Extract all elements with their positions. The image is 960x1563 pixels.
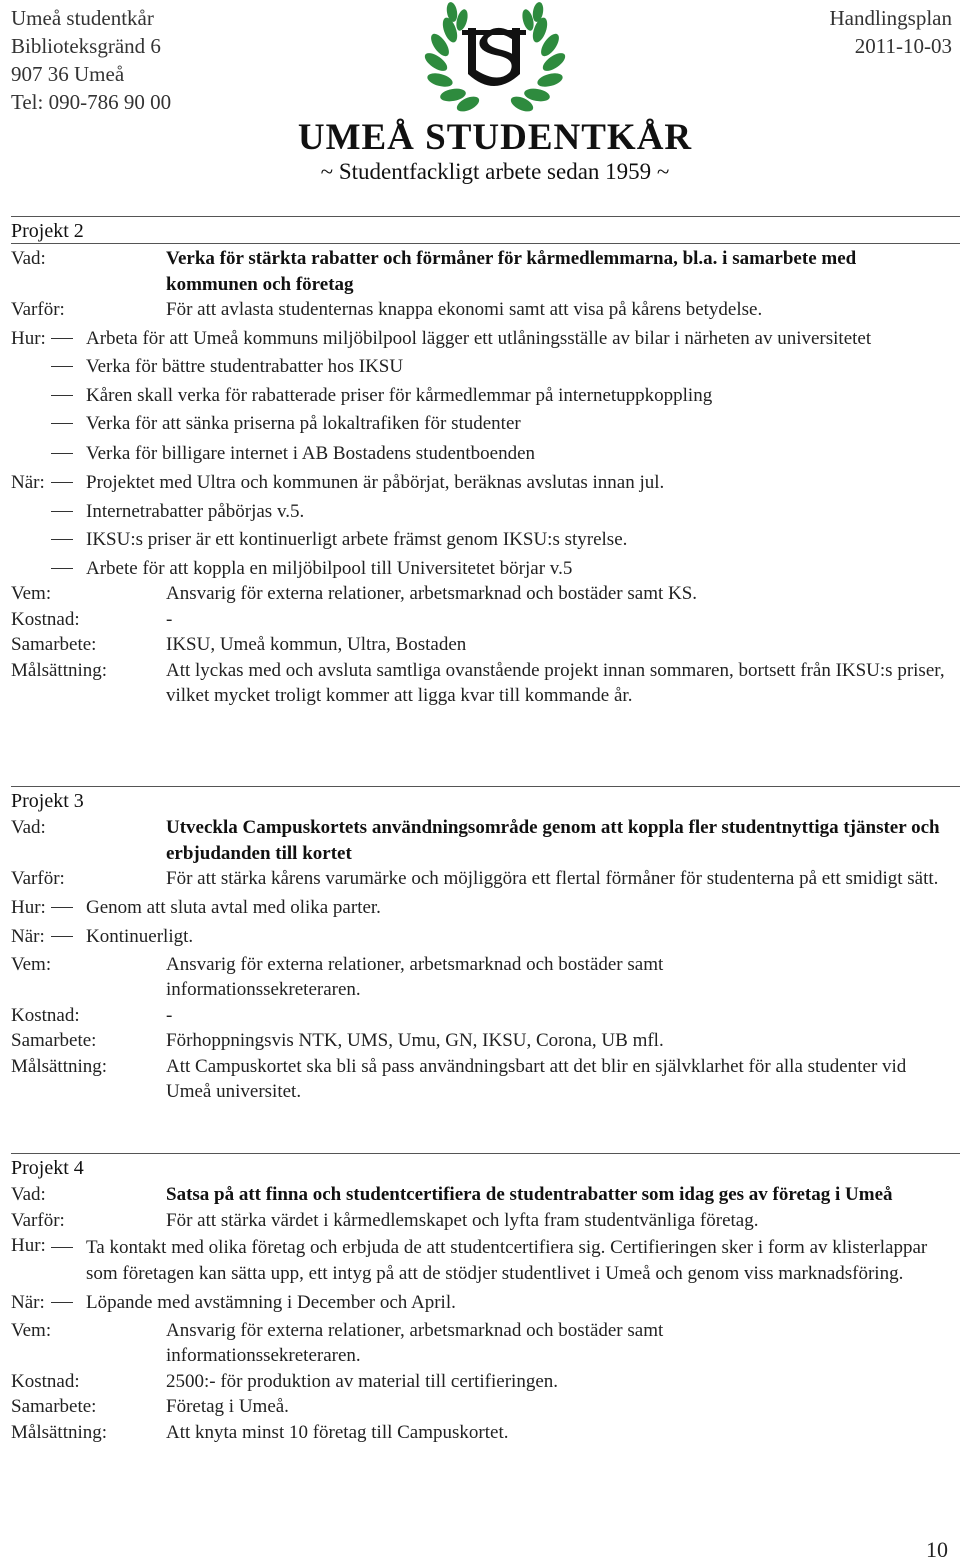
samarbete-value: Förhoppningsvis NTK, UMS, Umu, GN, IKSU, Corona, UB mfl. (166, 1030, 664, 1051)
kostnad-value: - (166, 1004, 173, 1026)
varfor-label: Varför: (11, 1209, 65, 1231)
hur-label: Hur: (11, 1235, 46, 1256)
list-item: Arbete för att koppla en miljöbilpool till Universitetet börjar v.5 (11, 556, 960, 582)
vem-label: Vem: (11, 1319, 52, 1341)
vem-value: Ansvarig för externa relationer, arbetsmarknad och bostäder samt informationssekreteraren. (166, 1319, 664, 1366)
samarbete-value: IKSU, Umeå kommun, Ultra, Bostaden (166, 634, 467, 655)
nar-label: När: (11, 926, 45, 947)
vad-row (11, 1182, 960, 1208)
malsattning-label: Målsättning: (11, 1055, 108, 1077)
samarbete-value: Företag i Umeå. (166, 1396, 289, 1417)
vem-row (11, 1318, 960, 1369)
hur-row (11, 326, 960, 467)
section-divider (11, 1153, 960, 1154)
kostnad-value: 2500:- för produktion av material till certifieringen. (166, 1370, 559, 1392)
vad-row (11, 246, 960, 297)
vad-value: Satsa på att finna och studentcertifiera de studentrabatter som idag ges av företag i Umeå (166, 1184, 893, 1205)
section-title: Projekt 2 (11, 220, 84, 242)
varfor-label: Varför: (11, 299, 65, 320)
hur-label: Hur: (11, 896, 46, 918)
street-address: Biblioteksgränd 6 (11, 34, 161, 58)
list-item: Projektet med Ultra och kommunen är påbörjat, beräknas avslutas innan jul. (11, 470, 960, 496)
list-item: Verka för billigare internet i AB Bostadens studentboenden (11, 441, 960, 467)
samarbete-row (11, 1028, 960, 1054)
kostnad-row (11, 607, 960, 633)
vem-row (11, 952, 960, 1003)
varfor-value: För att stärka kårens varumärke och möjliggöra ett flertal förmåner för studenterna på ett smidigt sätt. (166, 868, 939, 889)
nar-row (11, 1290, 960, 1316)
vem-row (11, 581, 960, 607)
sender-address (11, 4, 171, 116)
vem-value: Ansvarig för externa relationer, arbetsmarknad och bostäder samt KS. (166, 583, 698, 604)
umea-studentkar-logo (290, 0, 700, 195)
document-type: Handlingsplan (829, 6, 952, 30)
list-item: Kontinuerligt. (11, 924, 960, 950)
list-item: IKSU:s priser är ett kontinuerligt arbete främst genom IKSU:s styrelse. (11, 527, 960, 553)
list-item: Arbeta för att Umeå kommuns miljöbilpool lägger ett utlåningsställe av bilar i närheten av universitetet (11, 326, 960, 352)
section-title: Projekt 4 (11, 1157, 84, 1179)
vem-label: Vem: (11, 583, 52, 604)
samarbete-label: Samarbete: (11, 1030, 97, 1051)
vem-label: Vem: (11, 953, 52, 975)
malsattning-row (11, 1420, 960, 1446)
section-divider (11, 216, 960, 217)
vad-label: Vad: (11, 817, 46, 838)
nar-list (11, 1290, 960, 1316)
varfor-value: För att avlasta studenternas knappa ekonomi samt att visa på kårens betydelse. (166, 299, 763, 320)
varfor-row (11, 866, 960, 892)
varfor-row (11, 1208, 960, 1234)
varfor-row (11, 297, 960, 323)
projekt-4-section (11, 1153, 960, 1445)
samarbete-label: Samarbete: (11, 634, 97, 655)
nar-list (11, 924, 960, 950)
document-date: 2011-10-03 (854, 34, 952, 58)
nar-label: När: (11, 1292, 45, 1313)
projekt-3-section (11, 786, 960, 1105)
vem-value: Ansvarig för externa relationer, arbetsmarknad och bostäder samt informationssekreteraren. (166, 953, 664, 1000)
kostnad-row (11, 1003, 960, 1029)
vad-value: Utveckla Campuskortets användningsområde genom att koppla fler studentnyttiga tjänster och erbjudanden till kortet (166, 817, 940, 864)
hur-row (11, 1233, 960, 1286)
vad-label: Vad: (11, 1184, 46, 1205)
document-info (830, 4, 952, 60)
list-item: Verka för bättre studentrabatter hos IKSU (11, 354, 960, 380)
nar-row (11, 470, 960, 581)
list-item: Löpande med avstämning i December och April. (11, 1290, 960, 1316)
hur-label: Hur: (11, 327, 46, 349)
kostnad-row (11, 1369, 960, 1395)
varfor-label: Varför: (11, 868, 65, 889)
section-divider (11, 243, 960, 244)
samarbete-row (11, 632, 960, 658)
varfor-value: För att stärka värdet i kårmedlemskapet och lyfta fram studentvänliga företag. (166, 1209, 759, 1231)
list-item: Internetrabatter påbörjas v.5. (11, 499, 960, 525)
hur-list (11, 1233, 960, 1286)
org-name: Umeå studentkår (11, 6, 154, 30)
postal-address: 907 36 Umeå (11, 62, 125, 86)
logo-subtitle: ~ Studentfackligt arbete sedan 1959 ~ (320, 159, 670, 184)
malsattning-value: Att Campuskortet ska bli så pass användningsbart att det blir en självklarhet för alla studenter vid Umeå universitet. (166, 1055, 907, 1102)
section-divider (11, 786, 960, 787)
malsattning-label: Målsättning: (11, 1421, 108, 1443)
phone-number: Tel: 090-786 90 00 (11, 90, 172, 114)
vad-label: Vad: (11, 248, 46, 269)
vad-row (11, 815, 960, 866)
kostnad-label: Kostnad: (11, 1370, 80, 1392)
projekt-2-section (11, 216, 960, 709)
malsattning-value: Att lyckas med och avsluta samtliga ovanstående projekt innan sommaren, bortsett från IKSU:s priser, vilket mycket troligt kommer att ligga kvar till kommande år. (166, 659, 945, 706)
kostnad-label: Kostnad: (11, 608, 80, 630)
list-item: Verka för att sänka priserna på lokaltrafiken för studenter (11, 411, 960, 437)
page-number: 10 (926, 1537, 948, 1562)
kostnad-label: Kostnad: (11, 1004, 80, 1026)
list-item: Ta kontakt med olika företag och erbjuda de att studentcertifiera sig. Certifieringen sker i form av klisterlappar som företagen kan sätta upp, ett intyg på att de stödjer studentlivet i Umeå och genom viss marknadsföring. (11, 1235, 960, 1286)
hur-list (11, 895, 960, 921)
kostnad-value: - (166, 608, 173, 630)
malsattning-row (11, 1054, 960, 1105)
samarbete-row (11, 1394, 960, 1420)
malsattning-value: Att knyta minst 10 företag till Campuskortet. (166, 1421, 509, 1443)
list-item: Genom att sluta avtal med olika parter. (11, 895, 960, 921)
malsattning-row (11, 658, 960, 709)
section-title: Projekt 3 (11, 790, 84, 812)
nar-label: När: (11, 472, 45, 493)
hur-list (11, 326, 960, 467)
samarbete-label: Samarbete: (11, 1396, 97, 1417)
laurel-wreath-icon (290, 0, 700, 115)
hur-row (11, 895, 960, 921)
nar-list (11, 470, 960, 581)
malsattning-label: Målsättning: (11, 659, 108, 681)
logo-title: UMEÅ STUDENTKÅR (297, 117, 693, 158)
nar-row (11, 924, 960, 950)
vad-value: Verka för stärkta rabatter och förmåner för kårmedlemmarna, bl.a. i samarbete med kommunen och företag (166, 248, 857, 295)
list-item: Kåren skall verka för rabatterade priser för kårmedlemmar på internetuppkoppling (11, 383, 960, 409)
